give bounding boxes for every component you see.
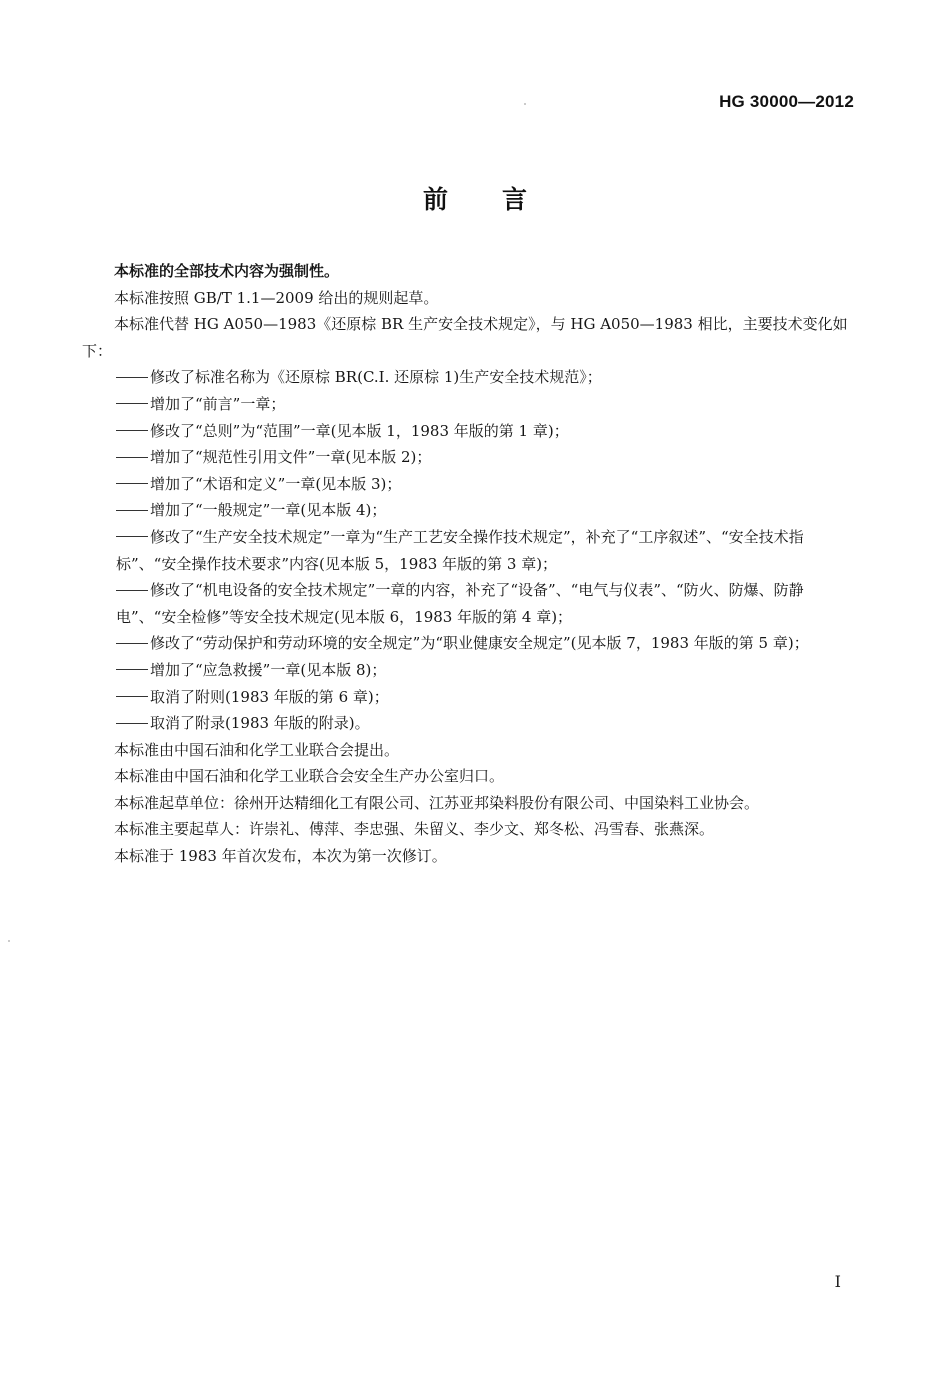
change-text: 修改了“生产安全技术规定”一章为“生产工艺安全操作技术规定”，补充了“工序叙述”、“安全技术指标”、“安全操作技术要求”内容(见本版 5，1983 年版的第 3 章)； xyxy=(116,527,804,573)
page-title: 前言 xyxy=(422,185,581,214)
change-item xyxy=(82,657,858,684)
foreword-body xyxy=(82,258,858,870)
changes-list xyxy=(82,364,858,736)
change-text: 增加了“前言”一章； xyxy=(150,394,286,413)
change-text: 增加了“规范性引用文件”一章(见本版 2)； xyxy=(150,448,432,467)
change-item xyxy=(82,630,858,657)
change-item xyxy=(82,364,858,391)
dash-mark xyxy=(116,430,148,431)
change-item xyxy=(82,471,858,498)
scan-speck xyxy=(524,103,526,105)
drafters: 本标准主要起草人：许崇礼、傅萍、李忠强、朱留义、李少文、郑冬松、冯雪春、张燕深。 xyxy=(114,820,715,839)
dash-mark xyxy=(116,643,148,644)
change-item xyxy=(82,497,858,524)
release-history: 本标准于 1983 年首次发布，本次为第一次修订。 xyxy=(114,847,447,866)
change-item xyxy=(82,391,858,418)
statement-mandatory: 本标准的全部技术内容为强制性。 xyxy=(114,262,340,280)
scan-speck xyxy=(8,940,10,942)
dash-mark xyxy=(116,723,148,724)
dash-mark xyxy=(116,696,148,697)
change-text: 增加了“术语和定义”一章(见本版 3)； xyxy=(150,474,402,493)
dash-mark xyxy=(116,536,148,537)
statement-drafting: 本标准按照 GB/T 1.1—2009 给出的规则起草。 xyxy=(114,288,439,307)
change-item xyxy=(82,577,858,630)
dash-mark xyxy=(116,510,148,511)
change-item xyxy=(82,710,858,737)
change-text: 取消了附录(1983 年版的附录)。 xyxy=(150,714,370,733)
change-item xyxy=(82,684,858,711)
change-item xyxy=(82,524,858,577)
change-text: 增加了“应急救援”一章(见本版 8)； xyxy=(150,660,387,679)
centralized-by: 本标准由中国石油和化学工业联合会安全生产办公室归口。 xyxy=(114,767,505,786)
change-item xyxy=(82,418,858,445)
change-text: 取消了附则(1983 年版的第 6 章)； xyxy=(150,687,389,706)
dash-mark xyxy=(116,457,148,458)
change-item xyxy=(82,444,858,471)
proposed-by: 本标准由中国石油和化学工业联合会提出。 xyxy=(114,740,400,759)
change-text: 修改了“机电设备的安全技术规定”一章的内容，补充了“设备”、“电气与仪表”、“防火、防爆、防静电”、“安全检修”等安全技术规定(见本版 6，1983 年版的第 4 章)； xyxy=(116,581,804,626)
standard-code: HG 30000—2012 xyxy=(719,92,854,111)
change-text: 修改了“总则”为“范围”一章(见本版 1，1983 年版的第 1 章)； xyxy=(150,421,569,440)
statement-replaces: 本标准代替 HG A050—1983《还原棕 BR 生产安全技术规定》，与 HG A050—1983 相比，主要技术变化如下： xyxy=(82,315,848,360)
change-text: 修改了标准名称为《还原棕 BR(C.I. 还原棕 1)生产安全技术规范》； xyxy=(150,368,602,387)
dash-mark xyxy=(116,669,148,670)
drafting-units: 本标准起草单位：徐州开达精细化工有限公司、江苏亚邦染料股份有限公司、中国染料工业协会。 xyxy=(114,793,760,812)
dash-mark xyxy=(116,377,148,378)
change-text: 增加了“一般规定”一章(见本版 4)； xyxy=(150,501,387,520)
dash-mark xyxy=(116,590,148,591)
dash-mark xyxy=(116,483,148,484)
change-text: 修改了“劳动保护和劳动环境的安全规定”为“职业健康安全规定”(见本版 7，1983 年版的第 5 章)； xyxy=(150,634,809,653)
page-number: I xyxy=(834,1272,841,1291)
dash-mark xyxy=(116,403,148,404)
